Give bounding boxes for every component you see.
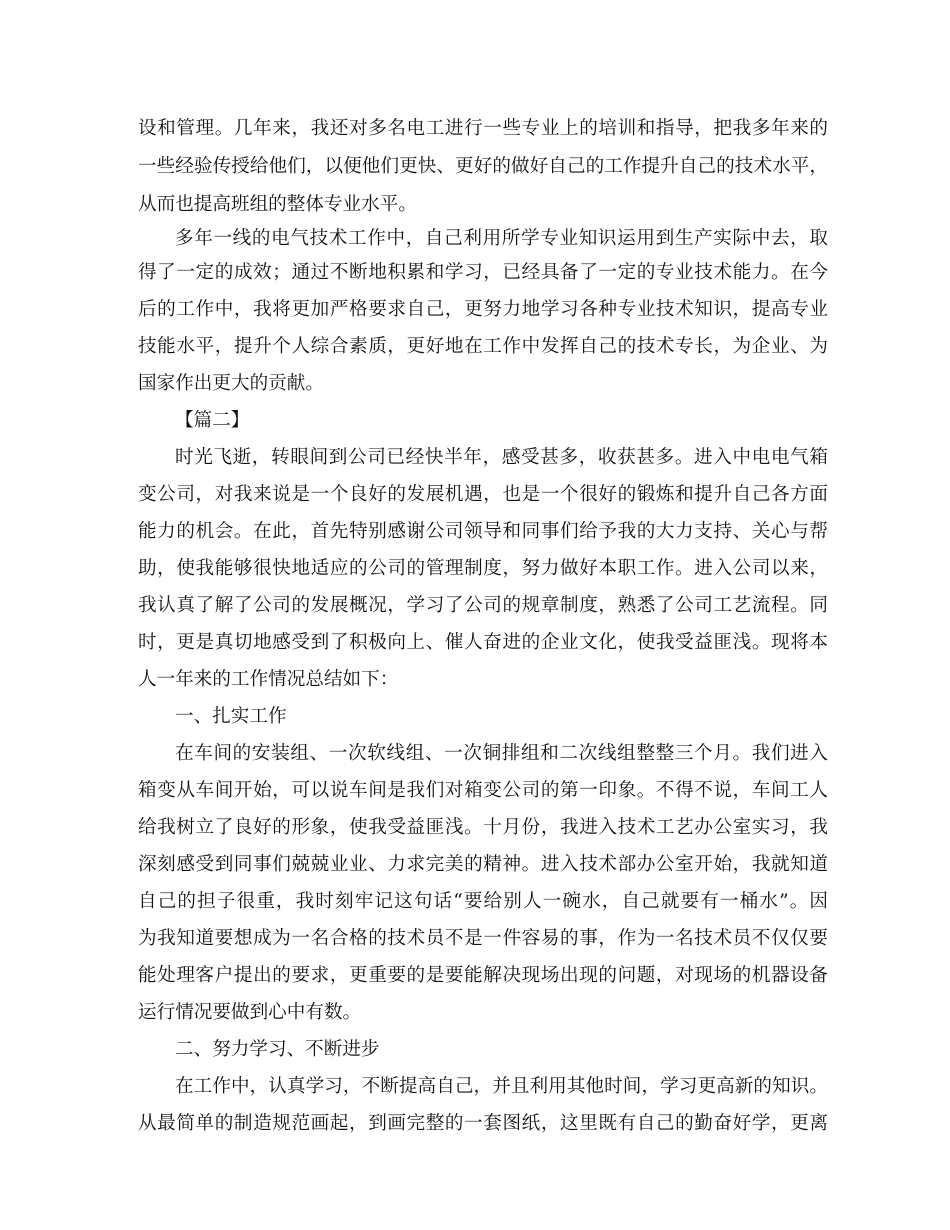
text-line: 后的工作中，我将更加严格要求自己，更努力地学习各种专业技术知识，提高专业 — [138, 299, 828, 320]
text-line: 能力的机会。在此，首先特别感谢公司领导和同事们给予我的大力支持、关心与帮 — [138, 521, 828, 542]
text-line: 给我树立了良好的形象，使我受益匪浅。十月份，我进入技术工艺办公室实习，我 — [138, 817, 828, 838]
text-line: 运行情况要做到心中有数。 — [138, 1002, 362, 1023]
text-line: 国家作出更大的贡献。 — [138, 373, 324, 394]
text-line: 在车间的安装组、一次软线组、一次铜排组和二次线组整整三个月。我们进入 — [175, 743, 828, 764]
section-heading: 二、努力学习、不断进步 — [175, 1039, 380, 1060]
text-line: 深刻感受到同事们兢兢业业、力求完美的精神。进入技术部办公室开始，我就知道 — [138, 854, 828, 875]
text-line: 能处理客户提出的要求，更重要的是要能解决现场出现的问题，对现场的机器设备 — [138, 965, 828, 986]
text-line: 自己的担子很重，我时刻牢记这句话“要给别人一碗水，自己就要有一桶水”。因 — [138, 891, 828, 912]
text-line: 时，更是真切地感受到了积极向上、催人奋进的企业文化，使我受益匪浅。现将本 — [138, 632, 828, 653]
text-line: 从最简单的制造规范画起，到画完整的一套图纸，这里既有自己的勤奋好学，更离 — [138, 1113, 828, 1134]
text-line: 人一年来的工作情况总结如下： — [138, 669, 399, 690]
text-line: 箱变从车间开始，可以说车间是我们对箱变公司的第一印象。不得不说，车间工人 — [138, 780, 828, 801]
text-line: 从而也提高班组的整体专业水平。 — [138, 194, 417, 215]
text-line: 一些经验传授给他们，以便他们更快、更好的做好自己的工作提升自己的技术水平， — [138, 156, 828, 177]
text-line: 设和管理。几年来，我还对多名电工进行一些专业上的培训和指导，把我多年来的 — [138, 118, 828, 139]
text-line: 多年一线的电气技术工作中，自己利用所学专业知识运用到生产实际中去，取 — [175, 228, 828, 249]
text-line: 变公司，对我来说是一个良好的发展机遇，也是一个很好的锻炼和提升自己各方面 — [138, 484, 828, 505]
text-line: 助，使我能够很快地适应的公司的管理制度，努力做好本职工作。进入公司以来， — [138, 558, 828, 579]
text-line: 我认真了解了公司的发展概况，学习了公司的规章制度，熟悉了公司工艺流程。同 — [138, 595, 828, 616]
text-line: 技能水平，提升个人综合素质，更好地在工作中发挥自己的技术专长，为企业、为 — [138, 336, 828, 357]
text-line: 为我知道要想成为一名合格的技术员不是一件容易的事，作为一名技术员不仅仅要 — [138, 928, 828, 949]
text-line: 在工作中，认真学习，不断提高自己，并且利用其他时间，学习更高新的知识。 — [175, 1076, 828, 1097]
section-heading: 一、扎实工作 — [175, 706, 287, 727]
text-line: 得了一定的成效；通过不断地积累和学习，已经具备了一定的专业技术能力。在今 — [138, 262, 828, 283]
text-line: 时光飞逝，转眼间到公司已经快半年，感受甚多，收获甚多。进入中电电气箱 — [175, 447, 828, 468]
section-heading: 【篇二】 — [175, 410, 250, 431]
